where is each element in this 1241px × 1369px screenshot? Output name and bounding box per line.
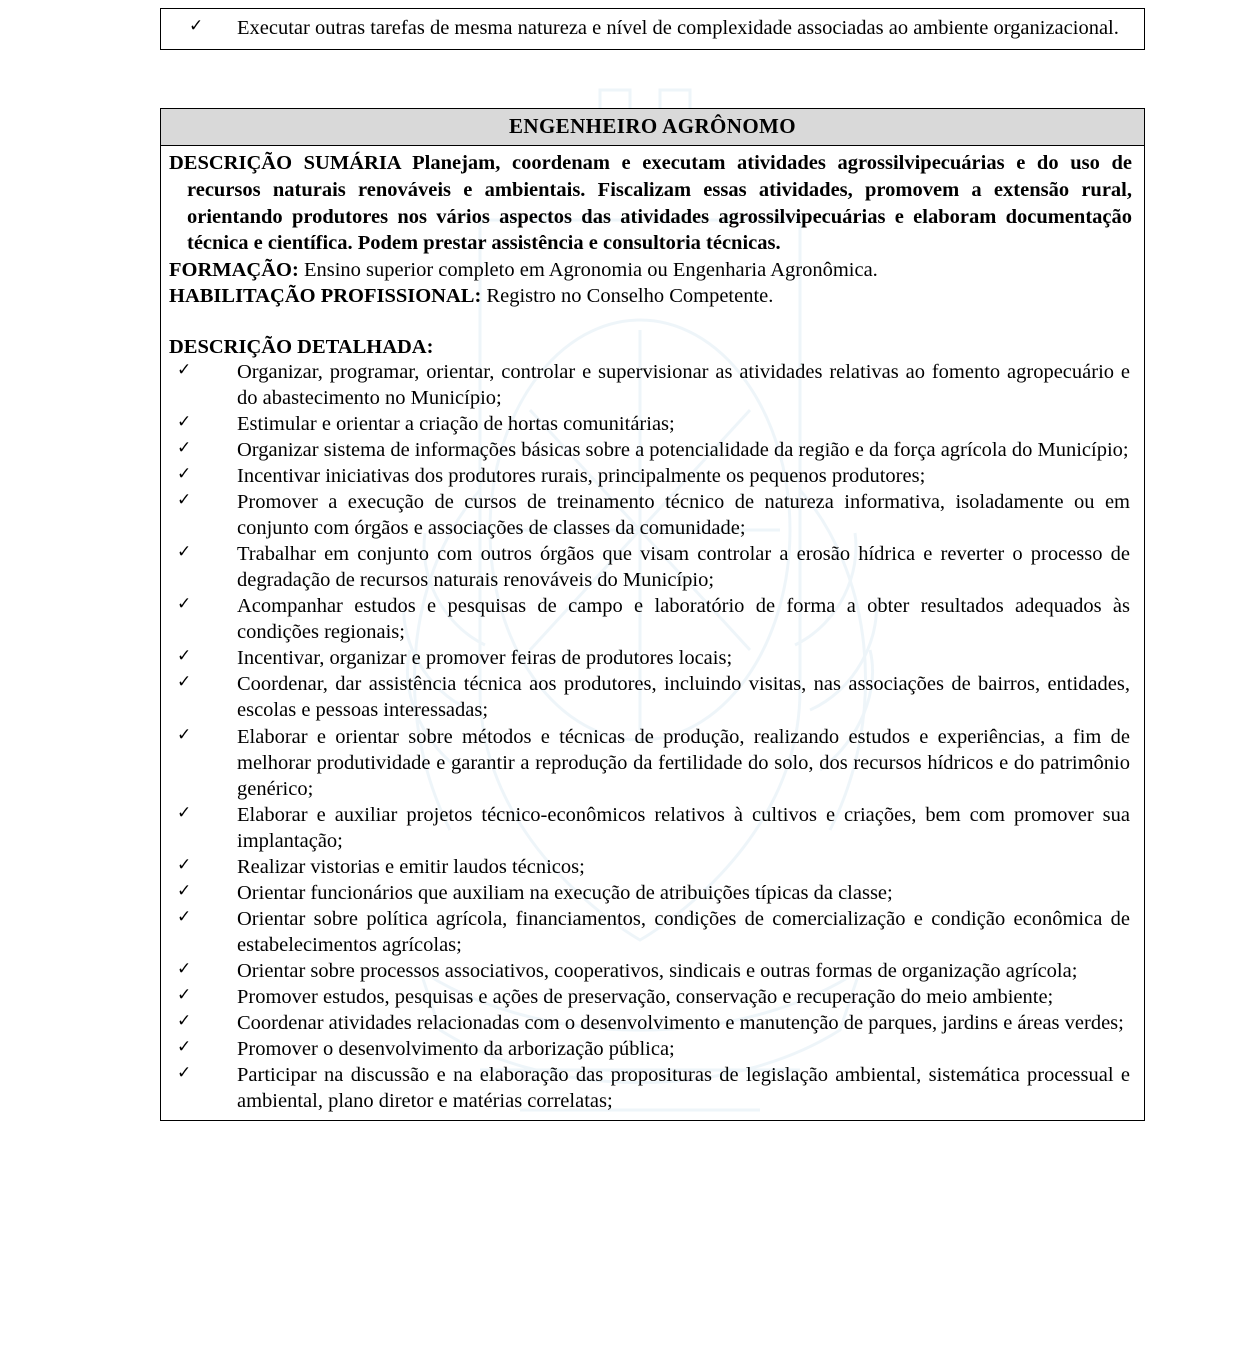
job-description-table	[160, 108, 1145, 1121]
list-item-text: Elaborar e auxiliar projetos técnico-econômicos relativos à cultivos e criações, bem com promover sua implantação;	[237, 803, 1130, 852]
list-item	[169, 671, 1132, 723]
formacao-text: Ensino superior completo em Agronomia ou Engenharia Agronômica.	[298, 258, 878, 281]
checkmark-icon: ✓	[177, 984, 192, 1005]
list-item-text: Participar na discussão e na elaboração das proposituras de legislação ambiental, sistemática processual e ambiental, plano diretor e matérias correlatas;	[237, 1063, 1130, 1112]
list-item-text: Promover estudos, pesquisas e ações de preservação, conservação e recuperação do meio ambiente;	[237, 985, 1054, 1008]
list-item-text: Orientar sobre processos associativos, cooperativos, sindicais e outras formas de organização agrícola;	[237, 959, 1078, 982]
list-item-text: Orientar funcionários que auxiliam na execução de atribuições típicas da classe;	[237, 881, 893, 904]
checkmark-icon: ✓	[177, 360, 192, 381]
list-item-text: Promover a execução de cursos de treinamento técnico de natureza informativa, isoladamente ou em conjunto com órgãos e associações de classes da comunidade;	[237, 491, 1130, 540]
list-item	[169, 958, 1132, 984]
list-item	[169, 1062, 1132, 1114]
checkmark-icon: ✓	[177, 1062, 192, 1083]
habilitacao-text: Registro no Conselho Competente.	[481, 285, 774, 308]
checkmark-icon: ✓	[177, 880, 192, 901]
list-item	[169, 541, 1132, 593]
checkmark-icon: ✓	[177, 802, 192, 823]
habilitacao-line	[161, 283, 1144, 310]
list-item	[169, 1036, 1132, 1062]
detail-list	[161, 359, 1144, 1120]
top-continuation-table	[160, 8, 1145, 50]
list-item-text: Realizar vistorias e emitir laudos técnicos;	[237, 855, 585, 878]
summary-text: DESCRIÇÃO SUMÁRIA Planejam, coordenam e executam atividades agrossilvipecuárias e do uso de recursos naturais renováveis e ambientais. Fiscalizam essas atividades, promovem a extensão rural, orientando produtores nos vários aspectos das atividades agrossilvipecuárias e elaboram documentação técnica e científica. Podem prestar assistência e consultoria técnicas.	[169, 152, 1132, 255]
list-item	[169, 437, 1132, 463]
habilitacao-label: HABILITAÇÃO PROFISSIONAL:	[169, 285, 482, 308]
checkmark-icon: ✓	[189, 16, 204, 36]
checkmark-icon: ✓	[177, 646, 192, 667]
list-item-text: Acompanhar estudos e pesquisas de campo e laboratório de forma a obter resultados adequados às condições regionais;	[237, 595, 1130, 644]
table-header-row	[161, 109, 1145, 1121]
checkmark-icon: ✓	[177, 906, 192, 927]
list-item	[169, 411, 1132, 437]
list-item-text: Organizar, programar, orientar, controlar e supervisionar as atividades relativas ao fomento agropecuário e do abastecimento no Município;	[237, 361, 1130, 410]
list-item-text: Promover o desenvolvimento da arborização pública;	[237, 1037, 675, 1060]
checkmark-icon: ✓	[177, 412, 192, 433]
checkmark-icon: ✓	[177, 1036, 192, 1057]
list-item-text: Trabalhar em conjunto com outros órgãos que visam controlar a erosão hídrica e reverter o processo de degradação de recursos naturais renováveis do Município;	[237, 543, 1130, 592]
table-row	[161, 9, 1145, 50]
checkmark-icon: ✓	[177, 958, 192, 979]
checkmark-icon: ✓	[177, 438, 192, 459]
list-item-text: Estimular e orientar a criação de hortas comunitárias;	[237, 413, 675, 436]
list-item	[175, 15, 1134, 41]
table-spacer	[160, 50, 1145, 108]
list-item	[169, 802, 1132, 854]
checkmark-icon: ✓	[177, 594, 192, 615]
list-item	[169, 854, 1132, 880]
checkmark-icon: ✓	[177, 724, 192, 745]
checkmark-icon: ✓	[177, 854, 192, 875]
formacao-line	[161, 257, 1144, 284]
list-item-text: Organizar sistema de informações básicas sobre a potencialidade da região e da força agrícola do Município;	[237, 439, 1129, 462]
list-item	[169, 984, 1132, 1010]
list-item-text: Executar outras tarefas de mesma natureza e nível de complexidade associadas ao ambiente organizacional.	[237, 17, 1119, 39]
list-item	[169, 489, 1132, 541]
list-item	[169, 645, 1132, 671]
job-title-header: ENGENHEIRO AGRÔNOMO	[161, 109, 1144, 146]
checkmark-icon: ✓	[177, 490, 192, 511]
list-item-text: Incentivar iniciativas dos produtores rurais, principalmente os pequenos produtores;	[237, 465, 926, 488]
list-item-text: Incentivar, organizar e promover feiras de produtores locais;	[237, 647, 733, 670]
checkmark-icon: ✓	[177, 464, 192, 485]
list-item	[169, 593, 1132, 645]
list-item	[169, 1010, 1132, 1036]
list-item-text: Coordenar, dar assistência técnica aos produtores, incluindo visitas, nas associações de bairros, entidades, escolas e pessoas interessadas;	[237, 673, 1130, 722]
list-item-text: Orientar sobre política agrícola, financiamentos, condições de comercialização e condição econômica de estabelecimentos agrícolas;	[237, 907, 1130, 956]
list-item	[169, 724, 1132, 802]
list-item	[169, 463, 1132, 489]
list-item	[169, 359, 1132, 411]
list-item-text: Elaborar e orientar sobre métodos e técnicas de produção, realizando estudos e experiências, a fim de melhorar produtividade e garantir a reprodução da fertilidade do solo, dos recursos hídricos e do patrimônio genérico;	[237, 725, 1130, 800]
checkmark-icon: ✓	[177, 672, 192, 693]
list-item-text: Coordenar atividades relacionadas com o desenvolvimento e manutenção de parques, jardins e áreas verdes;	[237, 1011, 1124, 1034]
detail-section-title: DESCRIÇÃO DETALHADA:	[169, 336, 434, 359]
list-item	[169, 906, 1132, 958]
summary-paragraph	[161, 146, 1144, 257]
checkmark-icon: ✓	[177, 542, 192, 563]
list-item	[169, 880, 1132, 906]
formacao-label: FORMAÇÃO:	[169, 258, 299, 281]
checkmark-icon: ✓	[177, 1010, 192, 1031]
